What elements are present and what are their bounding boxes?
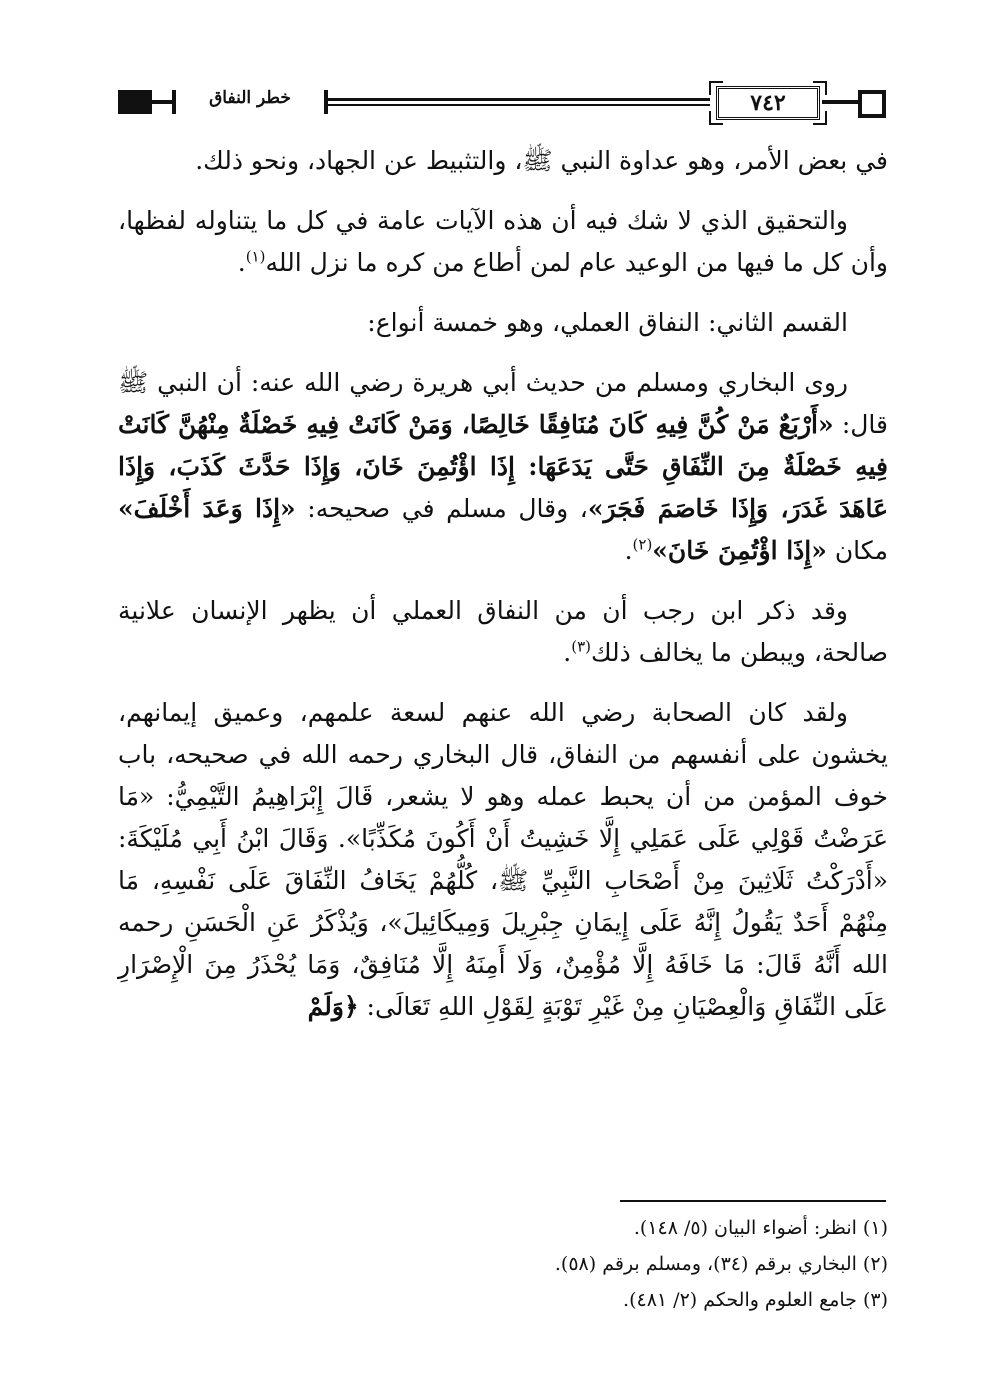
paragraph bbox=[118, 140, 888, 182]
section-heading bbox=[118, 302, 888, 344]
hadith-text: «إِذَا اؤْتُمِنَ خَانَ» bbox=[652, 536, 827, 565]
page-number: ٧٤٢ bbox=[750, 90, 786, 116]
header-rule-middle bbox=[328, 98, 710, 106]
header-block-ornament bbox=[118, 90, 152, 114]
quran-verse: ﴿وَلَمْ bbox=[307, 992, 359, 1021]
page-body bbox=[118, 140, 888, 1046]
page-number-frame bbox=[716, 86, 820, 120]
hadith-text: «إِذَا وَعَدَ أَخْلَفَ» bbox=[118, 494, 296, 523]
running-header bbox=[118, 86, 886, 124]
footnote: (١) انظر: أضواء البيان (٥/ ١٤٨). bbox=[633, 1217, 888, 1239]
footnotes bbox=[118, 1210, 888, 1318]
header-rule-left bbox=[152, 100, 172, 104]
footnote-ref[interactable]: (٢) bbox=[632, 535, 653, 554]
running-title: خطر النفاق bbox=[209, 88, 291, 108]
paragraph-text: في بعض الأمر، وهو عداوة النبي ﷺ، والتثبيط عن الجهاد، ونحو ذلك. bbox=[195, 146, 888, 175]
footnote: (٣) جامع العلوم والحكم (٢/ ٤٨١). bbox=[623, 1289, 888, 1311]
footnote-ref[interactable]: (١) bbox=[245, 247, 266, 266]
paragraph-text: روى البخاري ومسلم من حديث أبي هريرة رضي الله عنه: أن النبي ﷺ قال: bbox=[118, 368, 888, 439]
paragraph: وقد ذكر ابن رجب أن من النفاق العملي أن يظهر الإنسان علانية صالحة، ويبطن ما يخالف ذلك$^{(٣)}$. bbox=[118, 596, 888, 667]
paragraph-text: والتحقيق الذي لا شك فيه أن هذه الآيات عامة في كل ما يتناوله لفظها، وأن كل ما فيها من الوعيد عام لمن أطاع من كره ما نزل الله bbox=[118, 206, 888, 277]
paragraph-text: وقد ذكر ابن رجب أن من النفاق العملي أن يظهر الإنسان علانية صالحة، ويبطن ما يخالف ذلك bbox=[118, 596, 888, 667]
paragraph: والتحقيق الذي لا شك فيه أن هذه الآيات عامة في كل ما يتناوله لفظها، وأن كل ما فيها من الوعيد عام لمن أطاع من كره ما نزل الله$^{(١)}$. bbox=[118, 206, 888, 277]
paragraph-text: ولقد كان الصحابة رضي الله عنهم لسعة علمهم، وعميق إيمانهم، يخشون على أنفسهم من النفاق، قال البخاري رحمه الله في صحيحه، باب خوف المؤمن من أن يحبط عمله وهو لا يشعر، bbox=[118, 698, 889, 811]
paragraph-text: ، وقال مسلم في صحيحه: bbox=[295, 494, 588, 523]
hadith-text: «أَرْبَعٌ مَنْ كُنَّ فِيهِ كَانَ مُنَافِقًا خَالِصًا، وَمَنْ كَانَتْ فِيهِ خَصْلَةٌ مِنْهُنَّ كَانَتْ فِيهِ خَصْلَةٌ مِنَ النِّفَاقِ حَتَّى يَدَعَهَا: إِذَا اؤْتُمِنَ خَانَ، وَإِذَا حَدَّثَ كَذَبَ، وَإِذَا عَاهَدَ غَدَرَ، وَإِذَا خَاصَمَ فَجَرَ» bbox=[118, 410, 888, 523]
paragraph-text: مكان bbox=[826, 536, 888, 565]
header-rule-right bbox=[822, 100, 858, 104]
footnote-ref[interactable]: (٣) bbox=[571, 637, 591, 656]
footnote-separator bbox=[620, 1200, 886, 1202]
header-tick bbox=[172, 90, 176, 114]
footnote: (٢) البخاري برقم (٣٤)، ومسلم برقم (٥٨). bbox=[554, 1253, 888, 1275]
paragraph-text: القسم الثاني: النفاق العملي، وهو خمسة أنواع: bbox=[367, 308, 848, 337]
header-tick bbox=[324, 90, 328, 114]
quoted-text: قَالَ إِبْرَاهِيمُ التَّيْمِيُّ: «مَا عَرَضْتُ قَوْلِي عَلَى عَمَلِي إِلَّا خَشِيتُ أَنْ أَكُونَ مُكَذِّبًا». وَقَالَ ابْنُ أَبِي مُلَيْكَةَ: «أَدْرَكْتُ ثَلَاثِينَ مِنْ أَصْحَابِ النَّبِيِّ ﷺ، كُلُّهُمْ يَخَافُ النِّفَاقَ عَلَى نَفْسِهِ، مَا مِنْهُمْ أَحَدٌ يَقُولُ إِنَّهُ عَلَى إِيمَانِ جِبْرِيلَ وَمِيكَائِيلَ»، وَيُذْكَرُ عَنِ الْحَسَنِ رحمه الله أَنَّهُ قَالَ: مَا خَافَهُ إِلَّا مُؤْمِنٌ، وَلَا أَمِنَهُ إِلَّا مُنَافِقٌ، وَمَا يُحْذَرُ مِنَ الْإِصْرَارِ عَلَى النِّفَاقِ وَالْعِصْيَانِ مِنْ غَيْرِ تَوْبَةٍ لِقَوْلِ اللهِ تَعَالَى: bbox=[118, 782, 888, 1021]
paragraph bbox=[118, 692, 888, 1028]
header-square-ornament bbox=[858, 90, 886, 118]
paragraph: روى البخاري ومسلم من حديث أبي هريرة رضي الله عنه: أن النبي ﷺ قال: «أَرْبَعٌ مَنْ كُنَّ فِيهِ كَانَ مُنَافِقًا خَالِصًا، وَمَنْ كَانَتْ فِيهِ خَصْلَةٌ مِنْهُنَّ كَانَتْ فِيهِ خَصْلَةٌ مِنَ النِّفَاقِ حَتَّى يَدَعَهَا: إِذَا اؤْتُمِنَ خَانَ، وَإِذَا حَدَّثَ كَذَبَ، وَإِذَا عَاهَدَ غَدَرَ، وَإِذَا خَاصَمَ فَجَرَ»، وقال مسلم في صحيحه: «إِذَا وَعَدَ أَخْلَفَ» مكان «إِذَا اؤْتُمِنَ خَانَ»$^{(٢)}$. bbox=[118, 368, 888, 565]
